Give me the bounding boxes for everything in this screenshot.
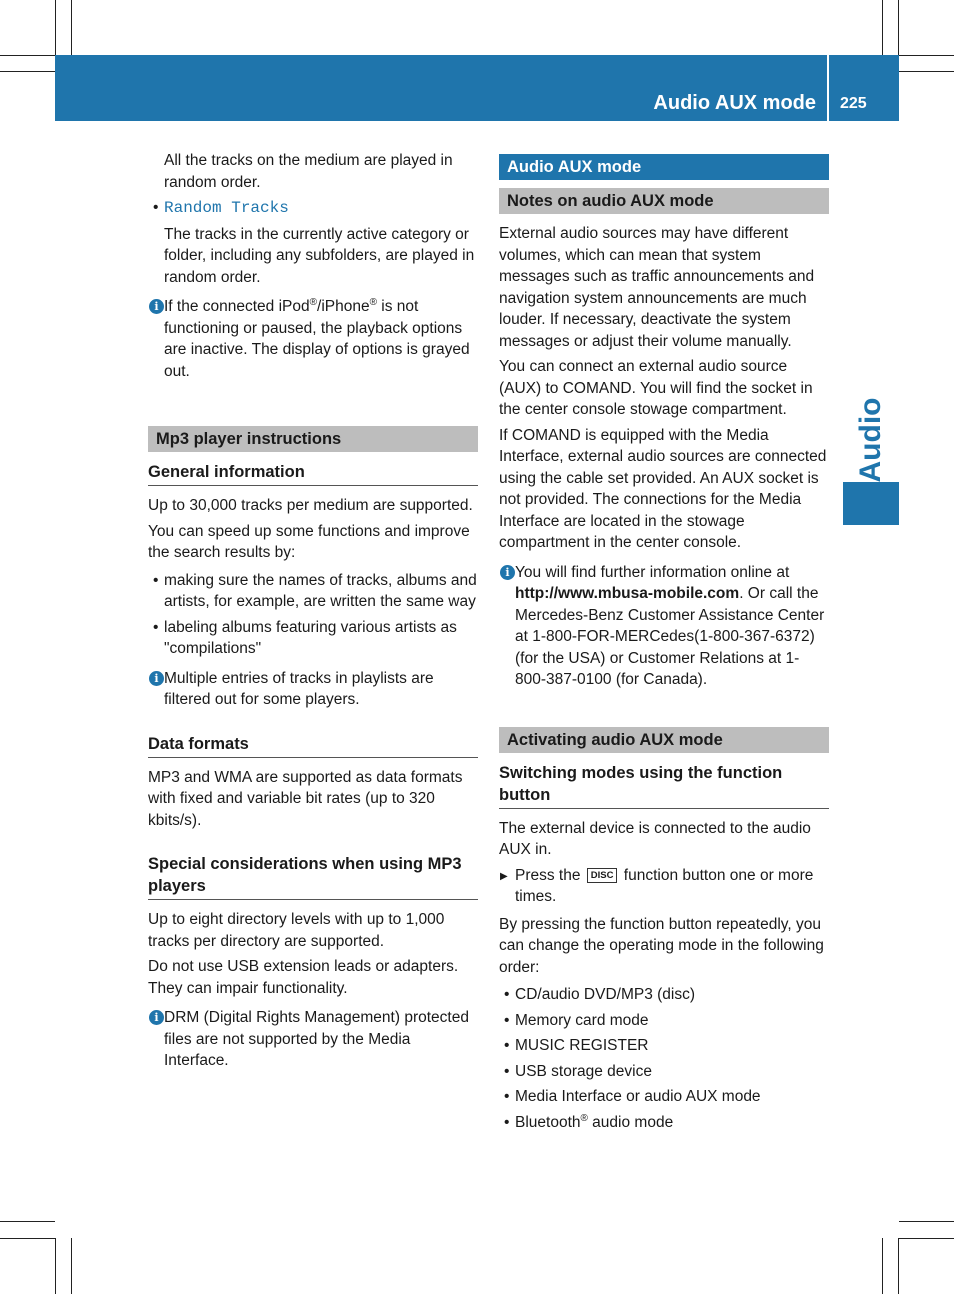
paragraph: MP3 and WMA are supported as data formats with fixed and variable bit rates (up to 320 kbits/s). xyxy=(148,768,463,829)
notes-heading: Notes on audio AUX mode xyxy=(499,188,829,214)
list-item: • labeling albums featuring various artists as "compilations" xyxy=(148,617,478,660)
list-item: • making sure the names of tracks, albums and artists, for example, are written the same way xyxy=(148,570,478,613)
crop-mark xyxy=(882,1238,883,1294)
info-icon: i xyxy=(149,1010,164,1025)
crop-mark xyxy=(882,0,883,55)
crop-mark xyxy=(0,55,55,56)
mp3-section-heading: Mp3 player instructions xyxy=(148,426,478,452)
page-title: Audio AUX mode xyxy=(653,92,816,114)
right-column xyxy=(499,154,829,1137)
crop-mark xyxy=(71,0,72,55)
intro-text: All the tracks on the medium are played in random order. xyxy=(164,152,453,191)
crop-mark xyxy=(899,55,954,56)
list-item xyxy=(148,197,478,220)
crop-mark xyxy=(55,0,56,55)
side-tab-label: Audio xyxy=(854,397,887,483)
info-note: i You will find further information online at http://www.mbusa-mobile.com. Or call the Mercedes-Benz Customer Assistance Center at 1-800-FOR-MERCedes(1-800-367-6372) (for the USA) or Customer Relations at 1-800-387-0100 (for Canada). xyxy=(499,562,829,691)
page-number: 225 xyxy=(840,95,867,112)
paragraph: External audio sources may have different volumes, which can mean that system messages such as traffic announcements and navigation system announcements are much louder. If necessary, deactivate the system messages or adjust their volume manually. xyxy=(499,225,815,350)
list-item: • CD/audio DVD/MP3 (disc) xyxy=(499,984,829,1006)
header-divider xyxy=(827,55,829,121)
list-item: • USB storage device xyxy=(499,1061,829,1083)
crop-mark xyxy=(0,71,55,72)
list-item: • Media Interface or audio AUX mode xyxy=(499,1086,829,1108)
special-considerations-heading: Special considerations when using MP3 players xyxy=(148,853,478,900)
crop-mark xyxy=(898,1238,899,1294)
general-info-heading: General information xyxy=(148,461,478,486)
crop-mark xyxy=(899,1238,954,1239)
paragraph: The external device is connected to the audio AUX in. xyxy=(499,819,811,858)
disc-key-icon: DISC xyxy=(587,868,618,883)
paragraph: You can connect an external audio source (AUX) to COMAND. You will find the socket in the center console stowage compartment. xyxy=(499,358,813,418)
activating-heading: Activating audio AUX mode xyxy=(499,727,829,753)
aux-section-heading: Audio AUX mode xyxy=(499,154,829,180)
crop-mark xyxy=(71,1238,72,1294)
random-tracks-text: The tracks in the currently active category or folder, including any subfolders, are played in random order. xyxy=(164,225,475,286)
list-item: • Memory card mode xyxy=(499,1010,829,1032)
left-column xyxy=(148,150,478,1078)
info-icon: i xyxy=(149,671,164,686)
crop-mark xyxy=(55,1238,56,1294)
crop-mark xyxy=(0,1238,55,1239)
side-tab-marker xyxy=(843,482,899,525)
crop-mark xyxy=(899,1221,954,1222)
info-icon: i xyxy=(500,565,515,580)
crop-mark xyxy=(0,1221,55,1222)
list-item: • MUSIC REGISTER xyxy=(499,1035,829,1057)
paragraph: By pressing the function button repeatedly, you can change the operating mode in the following order: xyxy=(499,915,824,976)
info-note: i Multiple entries of tracks in playlists are filtered out for some players. xyxy=(148,668,478,711)
info-note: i DRM (Digital Rights Management) protected files are not supported by the Media Interface. xyxy=(148,1007,478,1072)
paragraph: Up to eight directory levels with up to 1,000 tracks per directory are supported. xyxy=(148,911,445,950)
switching-modes-heading: Switching modes using the function button xyxy=(499,762,829,809)
website-link[interactable]: http://www.mbusa-mobile.com xyxy=(515,585,740,602)
info-note: i If the connected iPod®/iPhone® is not functioning or paused, the playback options are inactive. The display of options is grayed out. xyxy=(148,296,478,382)
list-item: • Bluetooth® audio mode xyxy=(499,1112,829,1134)
paragraph: If COMAND is equipped with the Media Interface, external audio sources are connected using the cable set provided. An AUX socket is not provided. The connections for the Media Interface are located in the stowage compartment in the center console. xyxy=(499,426,827,551)
info-icon: i xyxy=(149,299,164,314)
random-tracks-label: Random Tracks xyxy=(164,199,289,217)
instruction-step: ▶ Press the DISC function button one or more times. xyxy=(499,865,829,908)
data-formats-heading: Data formats xyxy=(148,733,478,758)
paragraph: You can speed up some functions and improve the search results by: xyxy=(148,522,470,561)
crop-mark xyxy=(899,71,954,72)
paragraph: Do not use USB extension leads or adapters. They can impair functionality. xyxy=(148,958,459,997)
paragraph: Up to 30,000 tracks per medium are supported. xyxy=(148,497,473,514)
crop-mark xyxy=(898,0,899,55)
